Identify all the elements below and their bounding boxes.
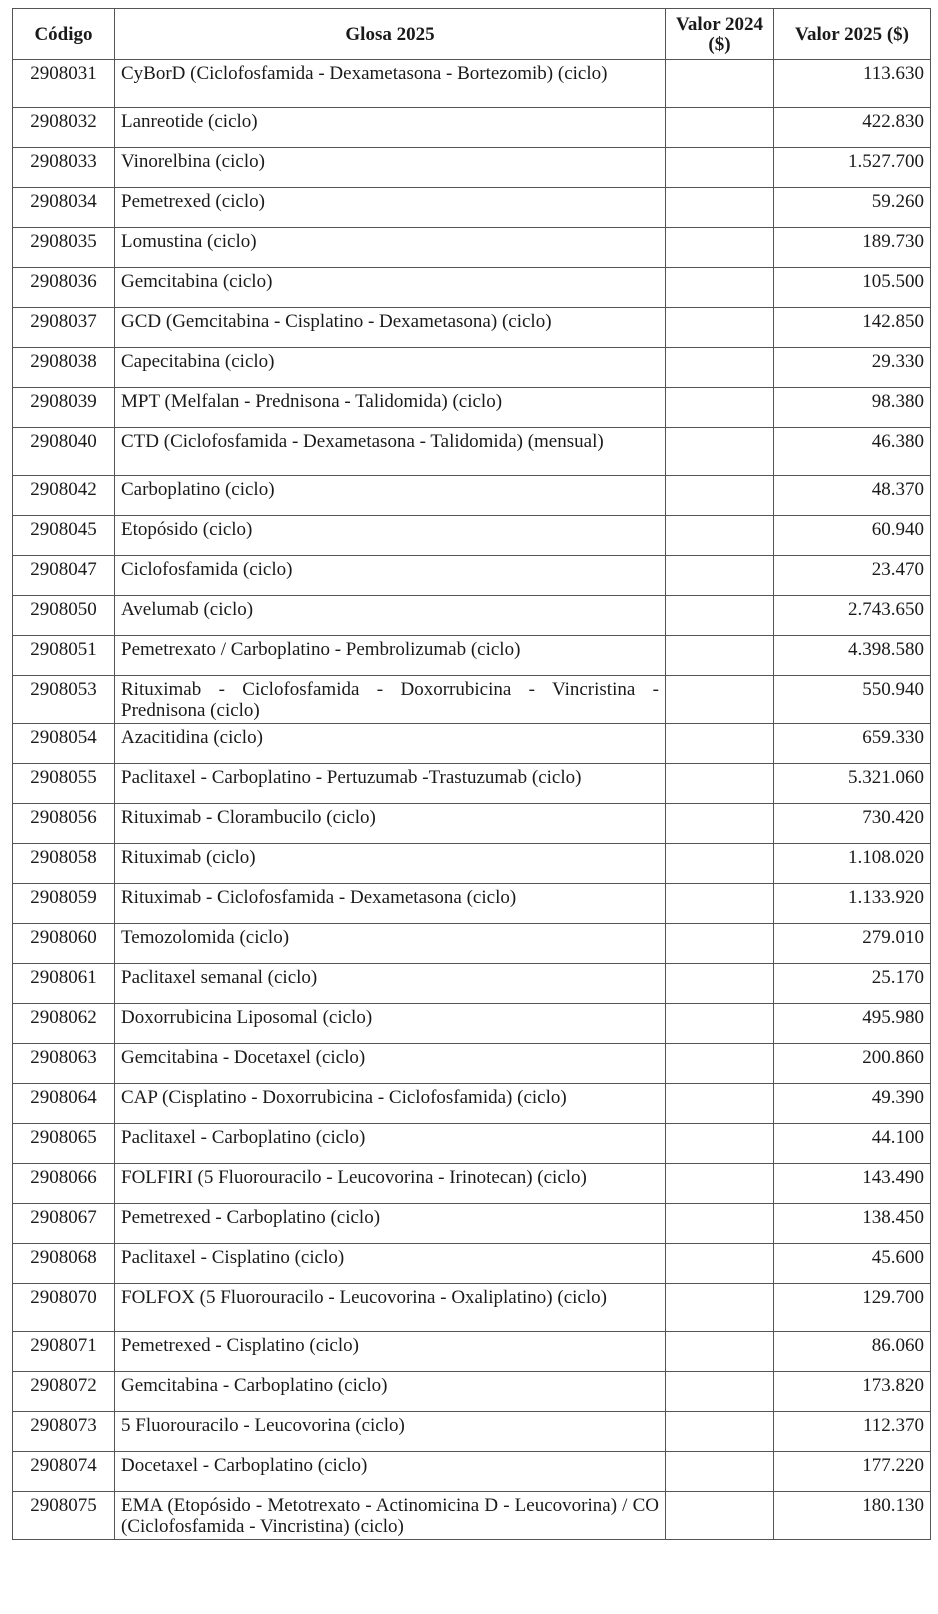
- table-row: [13, 388, 931, 428]
- table-row: [13, 1044, 931, 1084]
- table-row: [13, 1332, 931, 1372]
- row-glosa: Pemetrexed - Carboplatino (ciclo): [115, 1204, 666, 1244]
- table-row: [13, 924, 931, 964]
- table-row: [13, 596, 931, 636]
- row-code: 2908067: [13, 1204, 115, 1244]
- row-glosa: Doxorrubicina Liposomal (ciclo): [115, 1004, 666, 1044]
- row-code: 2908056: [13, 804, 115, 844]
- table-row: [13, 884, 931, 924]
- row-valor-2024: [666, 308, 774, 348]
- row-valor-2025: 143.490: [774, 1164, 931, 1204]
- row-code: 2908066: [13, 1164, 115, 1204]
- row-glosa: Avelumab (ciclo): [115, 596, 666, 636]
- row-glosa: Gemcitabina - Docetaxel (ciclo): [115, 1044, 666, 1084]
- row-valor-2024: [666, 1492, 774, 1540]
- table-row: [13, 964, 931, 1004]
- table-row: [13, 556, 931, 596]
- row-glosa: FOLFIRI (5 Fluorouracilo - Leucovorina - Irinotecan) (ciclo): [115, 1164, 666, 1204]
- row-glosa: CyBorD (Ciclofosfamida - Dexametasona - Bortezomib) (ciclo): [115, 60, 666, 108]
- row-glosa: Rituximab - Ciclofosfamida - Dexametasona (ciclo): [115, 884, 666, 924]
- header-code: Código: [13, 9, 115, 60]
- row-code: 2908040: [13, 428, 115, 476]
- row-valor-2025: 25.170: [774, 964, 931, 1004]
- row-valor-2024: [666, 60, 774, 108]
- row-glosa: EMA (Etopósido - Metotrexato - Actinomicina D - Leucovorina) / CO (Ciclofosfamida - Vincristina) (ciclo): [115, 1492, 666, 1540]
- row-code: 2908039: [13, 388, 115, 428]
- table-row: [13, 1244, 931, 1284]
- table-row: [13, 476, 931, 516]
- row-glosa: Paclitaxel - Carboplatino - Pertuzumab -Trastuzumab (ciclo): [115, 764, 666, 804]
- table-row: [13, 1164, 931, 1204]
- row-code: 2908036: [13, 268, 115, 308]
- header-valor-2024: Valor 2024 ($): [666, 9, 774, 60]
- row-valor-2024: [666, 108, 774, 148]
- table-row: [13, 228, 931, 268]
- row-valor-2025: 23.470: [774, 556, 931, 596]
- row-valor-2025: 279.010: [774, 924, 931, 964]
- row-valor-2025: 105.500: [774, 268, 931, 308]
- table-row: [13, 108, 931, 148]
- row-valor-2025: 48.370: [774, 476, 931, 516]
- row-code: 2908070: [13, 1284, 115, 1332]
- row-glosa: Rituximab - Clorambucilo (ciclo): [115, 804, 666, 844]
- table-row: [13, 764, 931, 804]
- row-valor-2025: 112.370: [774, 1412, 931, 1452]
- row-valor-2025: 129.700: [774, 1284, 931, 1332]
- row-glosa: 5 Fluorouracilo - Leucovorina (ciclo): [115, 1412, 666, 1452]
- row-glosa: Gemcitabina - Carboplatino (ciclo): [115, 1372, 666, 1412]
- row-code: 2908047: [13, 556, 115, 596]
- row-code: 2908051: [13, 636, 115, 676]
- row-code: 2908062: [13, 1004, 115, 1044]
- row-valor-2024: [666, 1452, 774, 1492]
- row-valor-2024: [666, 1004, 774, 1044]
- row-valor-2025: 422.830: [774, 108, 931, 148]
- row-code: 2908060: [13, 924, 115, 964]
- row-valor-2024: [666, 1204, 774, 1244]
- row-glosa: CAP (Cisplatino - Doxorrubicina - Ciclofosfamida) (ciclo): [115, 1084, 666, 1124]
- row-valor-2025: 177.220: [774, 1452, 931, 1492]
- row-code: 2908072: [13, 1372, 115, 1412]
- row-glosa: Azacitidina (ciclo): [115, 724, 666, 764]
- row-valor-2024: [666, 844, 774, 884]
- row-valor-2024: [666, 1044, 774, 1084]
- row-code: 2908065: [13, 1124, 115, 1164]
- row-glosa: Pemetrexato / Carboplatino - Pembrolizumab (ciclo): [115, 636, 666, 676]
- row-valor-2025: 189.730: [774, 228, 931, 268]
- row-code: 2908050: [13, 596, 115, 636]
- row-glosa: Carboplatino (ciclo): [115, 476, 666, 516]
- row-glosa: Vinorelbina (ciclo): [115, 148, 666, 188]
- row-code: 2908073: [13, 1412, 115, 1452]
- row-code: 2908045: [13, 516, 115, 556]
- row-glosa: CTD (Ciclofosfamida - Dexametasona - Talidomida) (mensual): [115, 428, 666, 476]
- row-valor-2024: [666, 1284, 774, 1332]
- row-valor-2025: 60.940: [774, 516, 931, 556]
- row-glosa: Paclitaxel semanal (ciclo): [115, 964, 666, 1004]
- table-row: [13, 1492, 931, 1540]
- row-valor-2025: 142.850: [774, 308, 931, 348]
- table-row: [13, 1284, 931, 1332]
- row-code: 2908068: [13, 1244, 115, 1284]
- row-valor-2024: [666, 348, 774, 388]
- table-row: [13, 724, 931, 764]
- row-valor-2024: [666, 516, 774, 556]
- header-row: [13, 9, 931, 60]
- table-row: [13, 428, 931, 476]
- row-valor-2024: [666, 724, 774, 764]
- row-code: 2908042: [13, 476, 115, 516]
- row-glosa: Pemetrexed - Cisplatino (ciclo): [115, 1332, 666, 1372]
- row-glosa: Paclitaxel - Cisplatino (ciclo): [115, 1244, 666, 1284]
- row-code: 2908059: [13, 884, 115, 924]
- row-code: 2908032: [13, 108, 115, 148]
- row-valor-2025: 1.527.700: [774, 148, 931, 188]
- row-valor-2025: 200.860: [774, 1044, 931, 1084]
- table-row: [13, 348, 931, 388]
- table-row: [13, 1084, 931, 1124]
- row-valor-2025: 86.060: [774, 1332, 931, 1372]
- row-glosa: Rituximab (ciclo): [115, 844, 666, 884]
- row-glosa: Rituximab - Ciclofosfamida - Doxorrubicina - Vincristina - Prednisona (ciclo): [115, 676, 666, 724]
- table-row: [13, 308, 931, 348]
- row-valor-2024: [666, 388, 774, 428]
- row-code: 2908055: [13, 764, 115, 804]
- row-glosa: Docetaxel - Carboplatino (ciclo): [115, 1452, 666, 1492]
- table-row: [13, 1124, 931, 1164]
- row-code: 2908033: [13, 148, 115, 188]
- table-row: [13, 636, 931, 676]
- row-valor-2024: [666, 676, 774, 724]
- table-row: [13, 1372, 931, 1412]
- row-code: 2908058: [13, 844, 115, 884]
- row-code: 2908075: [13, 1492, 115, 1540]
- tariff-table: [12, 8, 931, 1540]
- row-glosa: Lanreotide (ciclo): [115, 108, 666, 148]
- row-code: 2908053: [13, 676, 115, 724]
- table-row: [13, 188, 931, 228]
- row-glosa: GCD (Gemcitabina - Cisplatino - Dexametasona) (ciclo): [115, 308, 666, 348]
- row-valor-2024: [666, 964, 774, 1004]
- row-glosa: Paclitaxel - Carboplatino (ciclo): [115, 1124, 666, 1164]
- row-code: 2908054: [13, 724, 115, 764]
- row-valor-2025: 1.108.020: [774, 844, 931, 884]
- row-valor-2024: [666, 1372, 774, 1412]
- row-glosa: FOLFOX (5 Fluorouracilo - Leucovorina - Oxaliplatino) (ciclo): [115, 1284, 666, 1332]
- row-valor-2025: 173.820: [774, 1372, 931, 1412]
- row-valor-2025: 59.260: [774, 188, 931, 228]
- row-valor-2024: [666, 1084, 774, 1124]
- row-valor-2025: 45.600: [774, 1244, 931, 1284]
- table-row: [13, 676, 931, 724]
- row-valor-2025: 2.743.650: [774, 596, 931, 636]
- row-valor-2025: 4.398.580: [774, 636, 931, 676]
- table-row: [13, 844, 931, 884]
- table-row: [13, 268, 931, 308]
- row-valor-2024: [666, 804, 774, 844]
- row-valor-2024: [666, 1332, 774, 1372]
- header-glosa: Glosa 2025: [115, 9, 666, 60]
- row-valor-2025: 44.100: [774, 1124, 931, 1164]
- row-valor-2024: [666, 476, 774, 516]
- table-body: [13, 60, 931, 1540]
- table-row: [13, 1004, 931, 1044]
- row-code: 2908071: [13, 1332, 115, 1372]
- row-glosa: Ciclofosfamida (ciclo): [115, 556, 666, 596]
- table-row: [13, 148, 931, 188]
- table-header: [13, 9, 931, 60]
- table-row: [13, 1204, 931, 1244]
- row-valor-2024: [666, 596, 774, 636]
- row-valor-2025: 98.380: [774, 388, 931, 428]
- row-glosa: Capecitabina (ciclo): [115, 348, 666, 388]
- row-valor-2025: 46.380: [774, 428, 931, 476]
- row-valor-2024: [666, 148, 774, 188]
- row-code: 2908038: [13, 348, 115, 388]
- header-valor-2025: Valor 2025 ($): [774, 9, 931, 60]
- table-row: [13, 1452, 931, 1492]
- row-valor-2024: [666, 228, 774, 268]
- row-glosa: Gemcitabina (ciclo): [115, 268, 666, 308]
- row-valor-2025: 659.330: [774, 724, 931, 764]
- row-glosa: Lomustina (ciclo): [115, 228, 666, 268]
- row-glosa: Pemetrexed (ciclo): [115, 188, 666, 228]
- row-valor-2025: 29.330: [774, 348, 931, 388]
- table-row: [13, 516, 931, 556]
- row-valor-2024: [666, 1412, 774, 1452]
- row-valor-2024: [666, 428, 774, 476]
- row-glosa: MPT (Melfalan - Prednisona - Talidomida) (ciclo): [115, 388, 666, 428]
- row-valor-2024: [666, 556, 774, 596]
- row-valor-2024: [666, 636, 774, 676]
- row-valor-2025: 5.321.060: [774, 764, 931, 804]
- row-valor-2025: 1.133.920: [774, 884, 931, 924]
- row-glosa: Temozolomida (ciclo): [115, 924, 666, 964]
- row-valor-2024: [666, 1244, 774, 1284]
- row-valor-2024: [666, 924, 774, 964]
- row-valor-2025: 730.420: [774, 804, 931, 844]
- row-code: 2908064: [13, 1084, 115, 1124]
- row-valor-2024: [666, 764, 774, 804]
- row-code: 2908031: [13, 60, 115, 108]
- row-valor-2024: [666, 884, 774, 924]
- row-valor-2025: 113.630: [774, 60, 931, 108]
- row-valor-2025: 495.980: [774, 1004, 931, 1044]
- row-code: 2908063: [13, 1044, 115, 1084]
- row-valor-2024: [666, 188, 774, 228]
- table-row: [13, 60, 931, 108]
- row-code: 2908037: [13, 308, 115, 348]
- row-code: 2908074: [13, 1452, 115, 1492]
- row-valor-2024: [666, 268, 774, 308]
- row-code: 2908034: [13, 188, 115, 228]
- table-row: [13, 1412, 931, 1452]
- row-valor-2025: 180.130: [774, 1492, 931, 1540]
- row-code: 2908061: [13, 964, 115, 1004]
- row-valor-2025: 49.390: [774, 1084, 931, 1124]
- row-glosa: Etopósido (ciclo): [115, 516, 666, 556]
- row-code: 2908035: [13, 228, 115, 268]
- row-valor-2024: [666, 1164, 774, 1204]
- row-valor-2025: 138.450: [774, 1204, 931, 1244]
- row-valor-2024: [666, 1124, 774, 1164]
- table-row: [13, 804, 931, 844]
- row-valor-2025: 550.940: [774, 676, 931, 724]
